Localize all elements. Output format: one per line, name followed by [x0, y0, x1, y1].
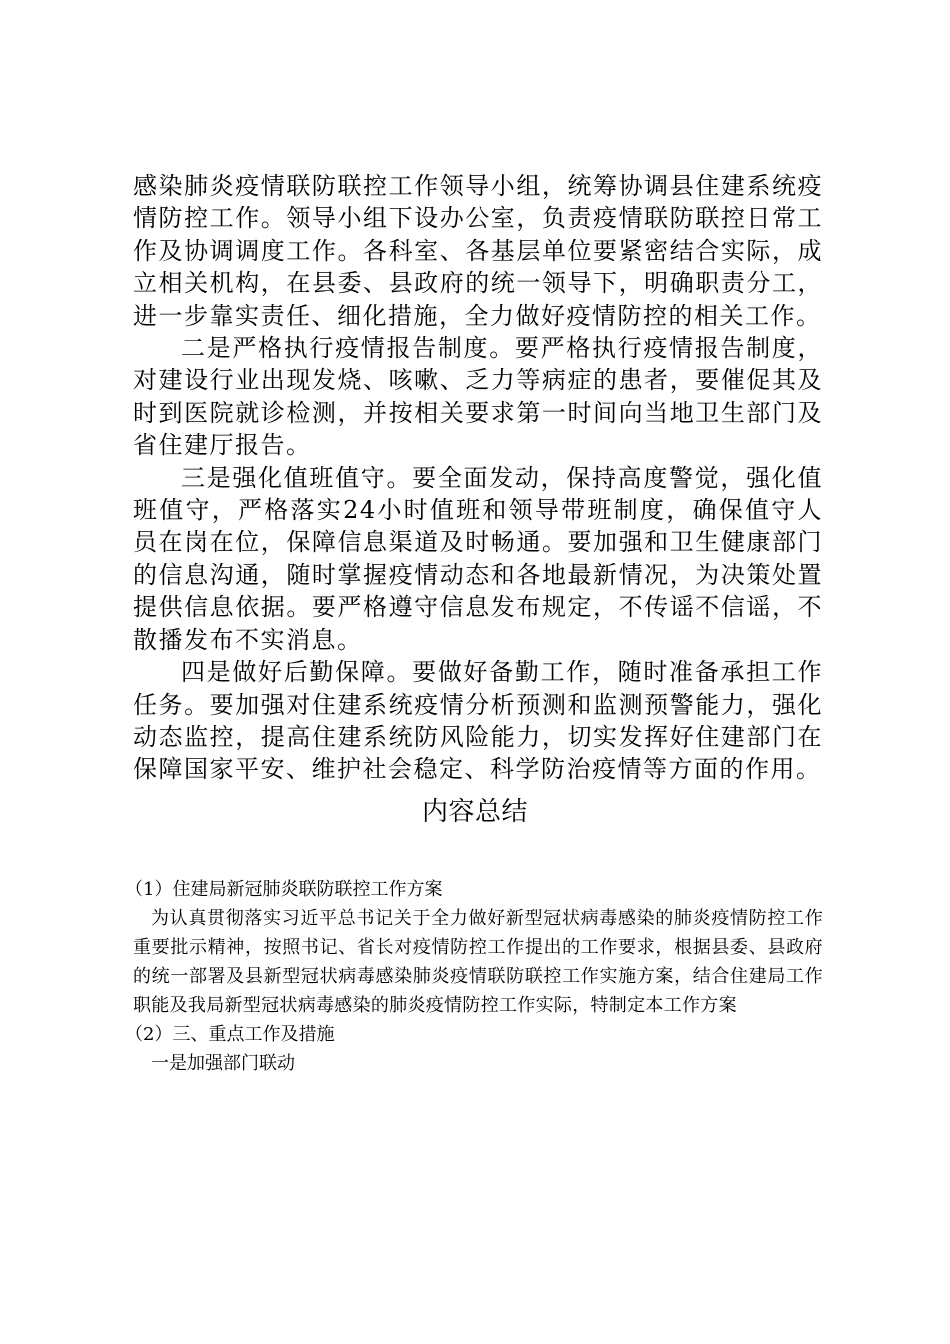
body-paragraph-logistics: 四是做好后勤保障。要做好备勤工作，随时准备承担工作任务。要加强对住建系统疫情分析预测和监测预警能力，强化动态监控，提高住建系统防风险能力，切实发挥好住建部门在保障国家平安、维护社会稳定、科学防治疫情等方面的作用。	[133, 658, 823, 784]
body-paragraph-reporting: 二是严格执行疫情报告制度。要严格执行疫情报告制度，对建设行业出现发烧、咳嗽、乏力等病症的患者，要催促其及时到医院就诊检测，并按相关要求第一时间向当地卫生部门及省住建厅报告。	[133, 334, 823, 460]
summary-item1-heading: （1）住建局新冠肺炎联防联控工作方案	[125, 879, 443, 900]
summary-section	[125, 875, 823, 1078]
body-paragraph-continuation: 感染肺炎疫情联防联控工作领导小组，统筹协调县住建系统疫情防控工作。领导小组下设办公室，负责疫情联防联控日常工作及协调调度工作。各科室、各基层单位要紧密结合实际，成立相关机构，在县委、县政府的统一领导下，明确职责分工，进一步靠实责任、细化措施，全力做好疫情防控的相关工作。	[133, 172, 823, 330]
summary-item1-body: 为认真贯彻落实习近平总书记关于全力做好新型冠状病毒感染的肺炎疫情防控工作重要批示精神，按照书记、省长对疫情防控工作提出的工作要求，根据县委、县政府的统一部署及县新型冠状病毒感染肺炎疫情联防联控工作实施方案，结合住建局工作职能及我局新型冠状病毒感染的肺炎疫情防控工作实际，特制定本工作方案	[133, 908, 823, 1016]
body-text	[133, 170, 823, 786]
body-paragraph-duty: 三是强化值班值守。要全面发动，保持高度警觉，强化值班值守，严格落实24小时值班和领导带班制度，确保值守人员在岗在位，保障信息渠道及时畅通。要加强和卫生健康部门的信息沟通，随时掌握疫情动态和各地最新情况，为决策处置提供信息依据。要严格遵守信息发布规定，不传谣不信谣，不散播发布不实消息。	[133, 463, 823, 654]
summary-item2-heading: （2）三、重点工作及措施	[125, 1024, 335, 1045]
summary-item2-sub: 一是加强部门联动	[151, 1053, 295, 1074]
summary-title: 内容总结	[421, 797, 528, 827]
